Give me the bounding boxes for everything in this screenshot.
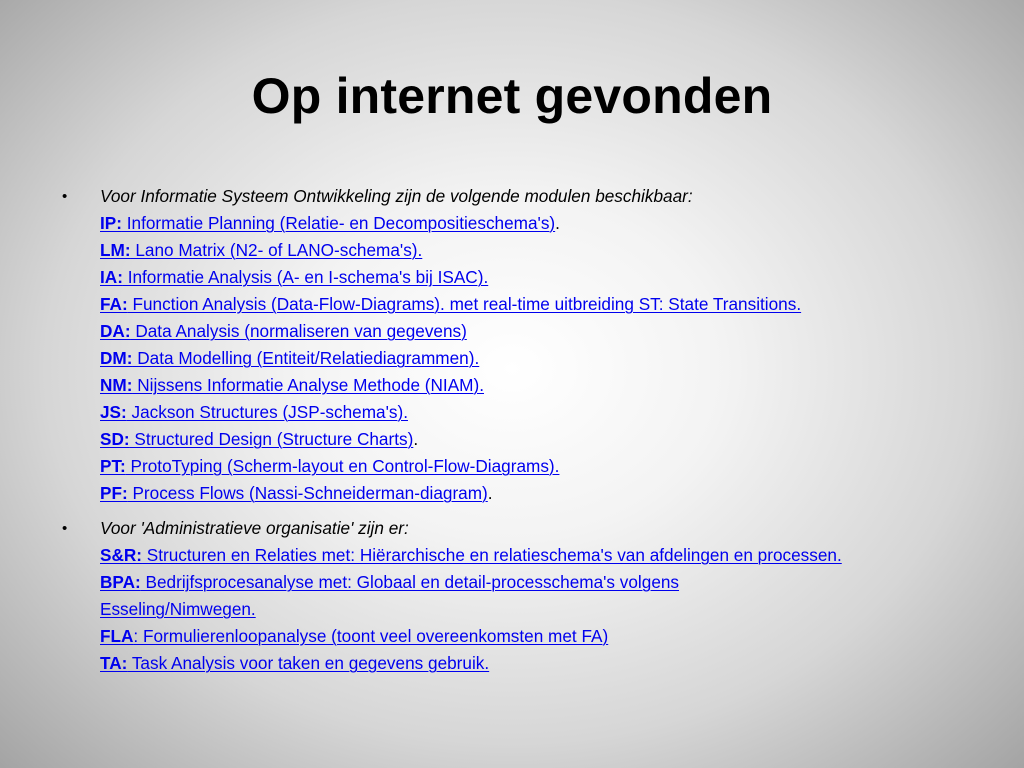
module-text: Function Analysis (Data-Flow-Diagrams). met real-time uitbreiding ST: State Transitions. <box>127 294 802 314</box>
bullet-item-ao <box>56 515 976 677</box>
module-text: Jackson Structures (JSP-schema's). <box>126 402 408 422</box>
module-code: SD: <box>100 429 130 449</box>
module-code: DM: <box>100 348 133 368</box>
module-link-sr[interactable] <box>100 545 842 565</box>
module-text: Data Analysis (normaliseren van gegevens) <box>130 321 467 341</box>
module-link-ip[interactable] <box>100 213 555 233</box>
module-link-fa[interactable] <box>100 294 801 314</box>
module-text: : Formulierenloopanalyse (toont veel overeenkomsten met FA) <box>133 626 609 646</box>
module-text: Nijssens Informatie Analyse Methode (NIAM). <box>132 375 484 395</box>
module-link-lm[interactable] <box>100 240 422 260</box>
module-link-da[interactable] <box>100 321 467 341</box>
module-code: PT: <box>100 456 126 476</box>
module-link-nm[interactable] <box>100 375 484 395</box>
bullet-item-isd <box>56 183 976 507</box>
module-line-ia <box>100 264 976 291</box>
module-link-pt[interactable] <box>100 456 559 476</box>
module-line-sr <box>100 542 900 569</box>
module-link-fla[interactable] <box>100 626 608 646</box>
trailing-period: . <box>487 483 493 503</box>
module-line-ip <box>100 210 976 237</box>
module-text: Structuren en Relaties met: Hiërarchische en relatieschema's van afdelingen en processen. <box>142 545 842 565</box>
bullet-icon: • <box>62 520 68 537</box>
module-text: Informatie Analysis (A- en I-schema's bij ISAC). <box>122 267 489 287</box>
module-line-dm <box>100 345 976 372</box>
module-link-dm[interactable] <box>100 348 479 368</box>
module-line-da <box>100 318 976 345</box>
module-line-pf <box>100 480 976 507</box>
trailing-period: . <box>555 213 560 233</box>
module-line-fa <box>100 291 976 318</box>
module-text: Task Analysis voor taken en gegevens gebruik. <box>127 653 490 673</box>
module-text: Data Modelling (Entiteit/Relatiediagrammen). <box>132 348 480 368</box>
module-code: PF: <box>100 483 128 503</box>
module-code: S&R: <box>100 545 143 565</box>
module-line-sd <box>100 426 976 453</box>
module-code: IP: <box>100 213 122 233</box>
slide-content <box>56 183 976 685</box>
trailing-period: . <box>413 429 419 449</box>
module-code: TA: <box>100 653 128 673</box>
slide-title: Op internet gevonden <box>251 68 773 124</box>
module-link-js[interactable] <box>100 402 408 422</box>
module-text: ProtoTyping (Scherm-layout en Control-Flow-Diagrams). <box>125 456 560 476</box>
module-line-bpa <box>100 569 820 623</box>
module-line-js <box>100 399 976 426</box>
module-text: Bedrijfsprocesanalyse met: Globaal en detail-processchema's volgens Esseling/Nimwegen. <box>100 572 680 619</box>
bullet-intro: Voor 'Administratieve organisatie' zijn er: <box>100 518 409 538</box>
module-link-ia[interactable] <box>100 267 488 287</box>
bullet-intro: Voor Informatie Systeem Ontwikkeling zijn de volgende modulen beschikbaar: <box>100 186 693 206</box>
module-code: FA: <box>100 294 128 314</box>
module-code: DA: <box>100 321 131 341</box>
module-text: Structured Design (Structure Charts) <box>129 429 414 449</box>
module-code: LM: <box>100 240 131 260</box>
bullet-icon: • <box>62 188 68 205</box>
module-text: Informatie Planning (Relatie- en Decompositieschema's) <box>121 213 556 233</box>
module-code: NM: <box>100 375 133 395</box>
module-text: Process Flows (Nassi-Schneiderman-diagram) <box>127 483 488 503</box>
module-line-pt <box>100 453 976 480</box>
module-line-fla <box>100 623 976 650</box>
module-code: IA: <box>100 267 123 287</box>
module-code: JS: <box>100 402 127 422</box>
module-line-lm <box>100 237 976 264</box>
module-link-sd[interactable] <box>100 429 413 449</box>
module-code: BPA: <box>100 572 141 592</box>
module-line-ta <box>100 650 976 677</box>
module-line-nm <box>100 372 976 399</box>
module-link-pf[interactable] <box>100 483 488 503</box>
module-link-bpa[interactable] <box>100 572 679 619</box>
module-code: FLA <box>100 626 134 646</box>
module-text: Lano Matrix (N2- of LANO-schema's). <box>130 240 423 260</box>
module-link-ta[interactable] <box>100 653 489 673</box>
